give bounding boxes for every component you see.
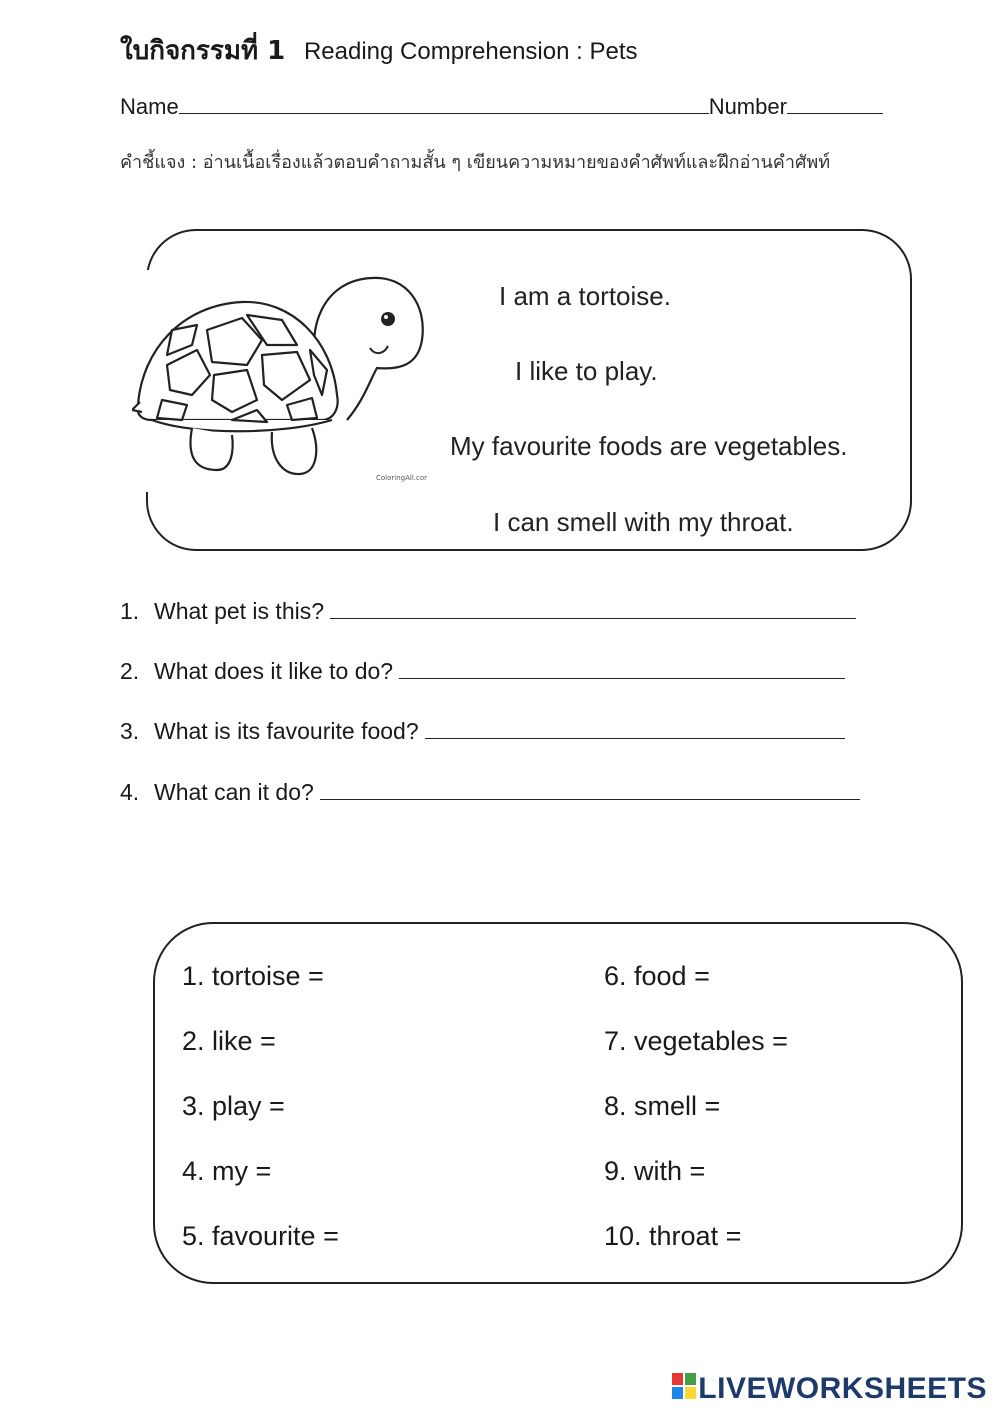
title-english: Reading Comprehension : Pets [303, 38, 638, 65]
vocab-item[interactable]: 10. throat = [604, 1221, 742, 1251]
question-1: 1. What pet is this? [120, 598, 856, 625]
liveworksheets-logo-icon [672, 1373, 696, 1407]
liveworksheets-brand [672, 1372, 987, 1407]
vocab-item[interactable]: 1. tortoise = [182, 961, 324, 991]
story-line-3: My favourite foods are vegetables. [450, 431, 848, 461]
answer-field-2[interactable] [399, 660, 845, 679]
name-number-row [120, 94, 883, 120]
question-4: 4. What can it do? [120, 779, 860, 806]
number-label: Number [708, 94, 787, 119]
tortoise-icon [132, 270, 427, 492]
brand-text: LIVEWORKSHEETS [698, 1372, 987, 1405]
vocab-item[interactable]: 2. like = [182, 1026, 276, 1056]
vocab-item[interactable]: 6. food = [604, 961, 710, 991]
name-label: Name [120, 94, 179, 119]
answer-field-4[interactable] [320, 781, 860, 800]
vocab-item[interactable]: 3. play = [182, 1091, 285, 1121]
title-thai: ใบกิจกรรมที่ 1 [120, 36, 286, 66]
vocab-item[interactable]: 8. smell = [604, 1091, 721, 1121]
number-field[interactable] [787, 95, 883, 114]
worksheet-title [120, 30, 637, 71]
story-line-2: I like to play. [515, 356, 658, 386]
instruction-text: คำชี้แจง : อ่านเนื้อเรื่องแล้วตอบคำถามสั้น ๆ เขียนความหมายของคำศัพท์และฝึกอ่านคำศัพท์ [120, 152, 831, 173]
tortoise-image [132, 270, 427, 492]
image-credit: ColoringAll.com [376, 474, 427, 482]
answer-field-1[interactable] [330, 600, 856, 619]
vocab-item[interactable]: 9. with = [604, 1156, 706, 1186]
question-3: 3. What is its favourite food? [120, 718, 845, 745]
question-2: 2. What does it like to do? [120, 658, 845, 685]
name-field[interactable] [179, 95, 709, 114]
story-line-1: I am a tortoise. [499, 281, 671, 311]
story-line-4: I can smell with my throat. [493, 507, 794, 537]
vocab-item[interactable]: 7. vegetables = [604, 1026, 788, 1056]
vocab-item[interactable]: 5. favourite = [182, 1221, 339, 1251]
vocab-item[interactable]: 4. my = [182, 1156, 272, 1186]
answer-field-3[interactable] [425, 720, 845, 739]
